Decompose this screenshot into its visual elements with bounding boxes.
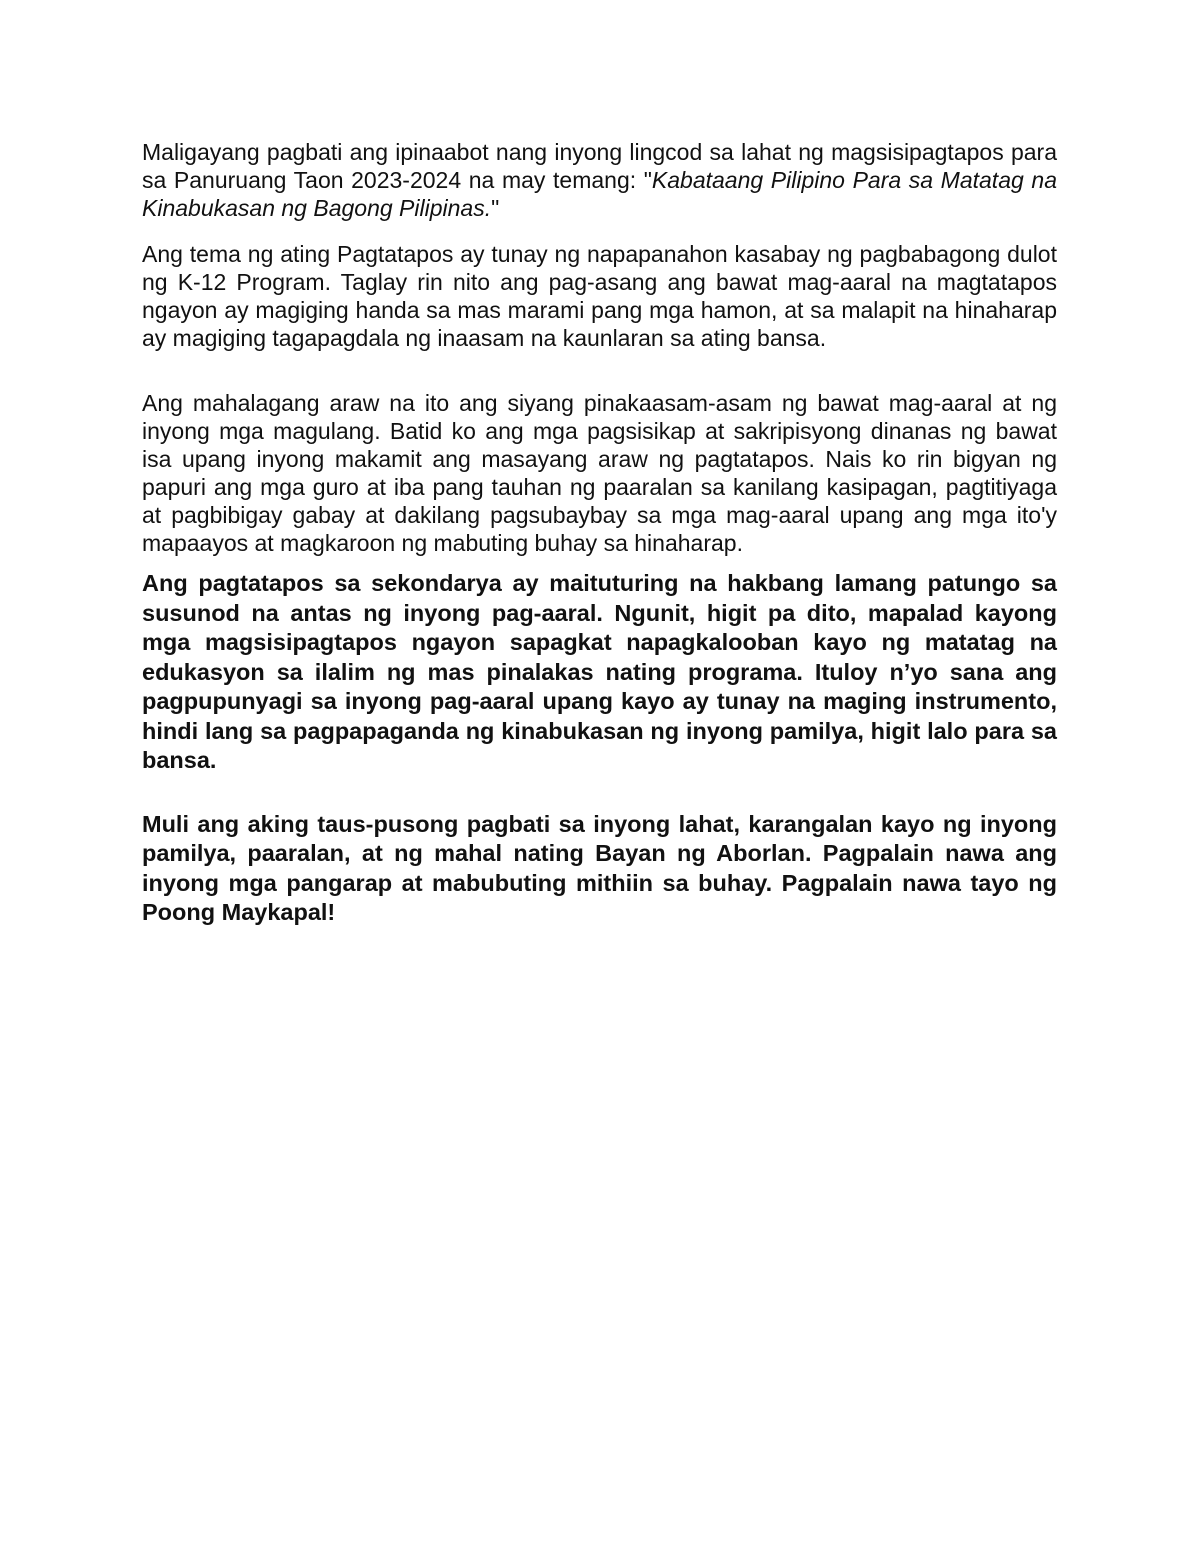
graduation-theme: Kabataang Pilipino Para sa Matatag na Kinabukasan ng Bagong Pilipinas.	[142, 167, 1057, 221]
greeting-paragraph	[142, 138, 1057, 222]
greeting-closing-quote: "	[491, 195, 500, 221]
closing-paragraph: Muli ang aking taus-pusong pagbati sa inyong lahat, karangalan kayo ng inyong pamilya, paaralan, at ng mahal nating Bayan ng Aborlan. Pagpalain nawa ang inyong mga pangarap at mabubuting mithiin sa buhay. Pagpalain nawa tayo ng Poong Maykapal!	[142, 810, 1057, 925]
greeting-text: Maligayang pagbati ang ipinaabot nang inyong lingcod sa lahat ng magsisipagtapos para sa Panuruang Taon 2023-2024 na may temang: "	[142, 139, 1057, 193]
secondary-graduation-paragraph: Ang pagtatapos sa sekondarya ay maituturing na hakbang lamang patungo sa susunod na antas ng inyong pag-aaral. Ngunit, higit pa dito, mapalad kayong mga magsisipagtapos ngayon sapagkat napagkalooban kayo ng matatag na edukasyon sa ilalim ng mas pinalakas nating programa. Ituloy n’yo sana ang pagpupunyagi sa inyong pag-aaral upang kayo ay tunay na maging instrumento, hindi lang sa pagpapaganda ng kinabukasan ng inyong pamilya, higit lalo para sa bansa.	[142, 570, 1057, 773]
importance-paragraph: Ang mahalagang araw na ito ang siyang pinakaasam-asam ng bawat mag-aaral at ng inyong mga magulang. Batid ko ang mga pagsisikap at sakripisyong dinanas ng bawat isa upang inyong makamit ang masayang araw ng pagtatapos. Nais ko rin bigyan ng papuri ang mga guro at iba pang tauhan ng paaralan sa kanilang kasipagan, pagtitiyaga at pagbibigay gabay at dakilang pagsubaybay sa mga mag-aaral upang ang mga ito'y mapaayos at magkaroon ng mabuting buhay sa hinaharap.	[142, 390, 1057, 556]
theme-paragraph: Ang tema ng ating Pagtatapos ay tunay ng napapanahon kasabay ng pagbabagong dulot ng K-12 Program. Taglay rin nito ang pag-asang ang bawat mag-aaral na magtatapos ngayon ay magiging handa sa mas marami pang mga hamon, at sa malapit na hinaharap ay magiging tagapagdala ng inaasam na kaunlaran sa ating bansa.	[142, 241, 1057, 351]
document-body	[142, 138, 1057, 928]
